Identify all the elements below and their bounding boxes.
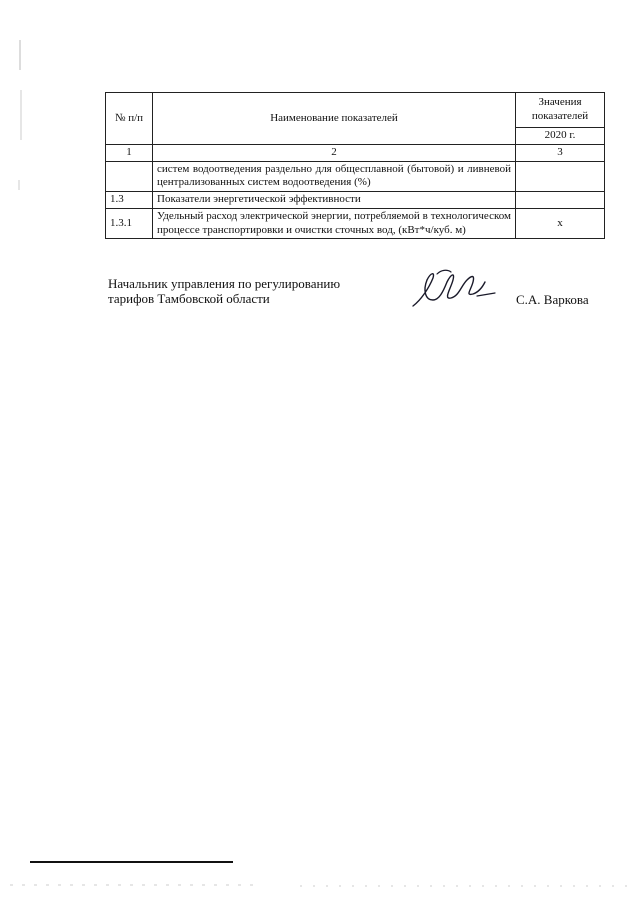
header-name: Наименование показателей (153, 93, 516, 145)
row-name: Удельный расход электрической энергии, потребляемой в технологическом процессе транспортировки и очистки сточных вод, (кВт*ч/куб. м) (153, 208, 516, 239)
row-value: х (516, 208, 605, 239)
header-num: № п/п (106, 93, 153, 145)
signer-name: С.А. Варкова (516, 292, 589, 307)
table-row (106, 208, 605, 239)
indicators-table (105, 92, 605, 239)
row-num: 1.3 (106, 192, 153, 209)
row-num: 1.3.1 (106, 208, 153, 239)
row-name: Показатели энергетической эффективности (153, 192, 516, 209)
row-value (516, 161, 605, 192)
table-row (106, 161, 605, 192)
column-number: 1 (106, 144, 153, 161)
table-header-row (106, 93, 605, 128)
signer-position (108, 277, 340, 307)
column-number: 2 (153, 144, 516, 161)
column-number: 3 (516, 144, 605, 161)
row-name: систем водоотведения раздельно для общесплавной (бытовой) и ливневой централизованных систем водоотведения (%) (153, 161, 516, 192)
signer-position-line1: Начальник управления по регулированию (108, 276, 341, 291)
header-value: Значения показателей (516, 93, 605, 128)
table-row (106, 192, 605, 209)
handwritten-signature (407, 266, 502, 311)
row-value (516, 192, 605, 209)
row-num (106, 161, 153, 192)
footnote-divider (30, 861, 233, 863)
column-numbers-row (106, 144, 605, 161)
signer-position-line2: тарифов Тамбовской области (108, 290, 270, 306)
header-year: 2020 г. (516, 128, 605, 145)
